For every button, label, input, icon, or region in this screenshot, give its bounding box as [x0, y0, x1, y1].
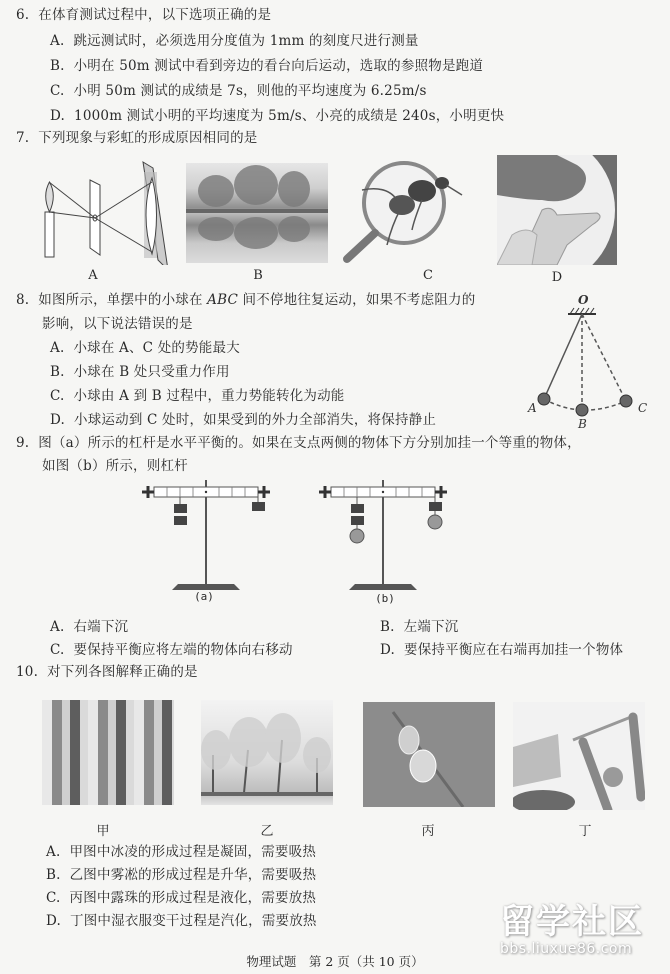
svg-text:C: C	[638, 401, 648, 415]
q6-option-d: D. 1000m 测试小明的平均速度为 5m/s、小亮的成绩是 240s，小明更快	[50, 108, 505, 124]
page-footer: 物理试题 第 2 页（共 10 页）	[246, 954, 424, 969]
q10-caption-jia: 甲	[96, 824, 110, 839]
q9-option-b: B. 左端下沉	[380, 619, 459, 635]
q10-caption-yi: 乙	[260, 824, 274, 839]
q10-option-c: C. 丙图中露珠的形成过程是液化，需要放热	[46, 890, 317, 906]
q8-option-d: D. 小球运动到 C 处时，如果受到的外力全部消失，将保持静止	[50, 412, 437, 428]
lever-caption-b: (b)	[375, 592, 395, 605]
q6-option-b: B. 小明在 50m 测试中看到旁边的看台向后运动，选取的参照物是跑道	[50, 58, 484, 74]
q9-stem-line2: 如图（b）所示，则杠杆	[42, 458, 188, 474]
q8-stem-line2: 影响，以下说法错误的是	[42, 316, 193, 332]
watermark-title: 留学社区	[500, 902, 644, 942]
q10-option-b: B. 乙图中雾凇的形成过程是升华，需要吸热	[46, 867, 317, 883]
svg-text:A: A	[528, 401, 537, 415]
dew-drops-photo	[363, 702, 495, 807]
pendulum-figure	[510, 292, 660, 432]
q6-stem: 6. 在体育测试过程中，以下选项正确的是	[16, 7, 272, 23]
q10-caption-bing: 丙	[421, 824, 435, 839]
q10-option-a: A. 甲图中冰凌的形成过程是凝固，需要吸热	[46, 844, 317, 860]
q9-option-a: A. 右端下沉	[50, 619, 129, 635]
icicles-photo	[42, 700, 174, 805]
lever-figure-a	[140, 478, 270, 598]
pinhole-camera-figure	[40, 160, 175, 265]
q8-option-c: C. 小球由 A 到 B 过程中，重力势能转化为动能	[50, 388, 345, 404]
lever-figure-b	[317, 478, 447, 598]
q6-option-a: A. 跳远测试时，必须选用分度值为 1mm 的刻度尺进行测量	[50, 33, 419, 49]
lever-caption-a: (a)	[194, 590, 214, 603]
q8-stem: 8. 如图所示，单摆中的小球在 ABC 间不停地往复运动，如果不考虑阻力的	[16, 292, 476, 308]
q10-stem: 10. 对下列各图解释正确的是	[16, 664, 198, 680]
svg-text:O: O	[578, 293, 589, 307]
q9-option-d: D. 要保持平衡应在右端再加挂一个物体	[380, 642, 624, 658]
q7-caption-a: A	[88, 268, 98, 283]
q10-caption-ding: 丁	[578, 824, 592, 839]
rime-trees-photo	[201, 700, 333, 805]
q7-caption-c: C	[423, 268, 433, 283]
q8-option-b: B. 小球在 B 处只受重力作用	[50, 364, 230, 380]
q7-caption-b: B	[253, 268, 263, 283]
q6-option-c: C. 小明 50m 测试的成绩是 7s，则他的平均速度为 6.25m/s	[50, 83, 427, 99]
watermark-url: bbs.liuxue86.com	[500, 941, 633, 957]
drying-clothes-photo	[513, 702, 645, 810]
q9-stem: 9. 图（a）所示的杠杆是水平平衡的。如果在支点两侧的物体下方分别加挂一个等重的物体，	[16, 435, 581, 451]
shadow-puppet-photo	[497, 155, 617, 265]
q7-caption-d: D	[551, 270, 563, 285]
q7-stem: 7. 下列现象与彩虹的形成原因相同的是	[16, 130, 258, 146]
trees-reflection-photo	[186, 163, 328, 263]
svg-text:B: B	[578, 417, 587, 431]
q8-option-a: A. 小球在 A、C 处的势能最大	[50, 340, 240, 356]
watermark	[500, 903, 670, 963]
magnifier-ant-figure	[342, 155, 472, 265]
q10-option-d: D. 丁图中湿衣服变干过程是汽化，需要放热	[46, 913, 317, 929]
q9-option-c: C. 要保持平衡应将左端的物体向右移动	[50, 642, 293, 658]
